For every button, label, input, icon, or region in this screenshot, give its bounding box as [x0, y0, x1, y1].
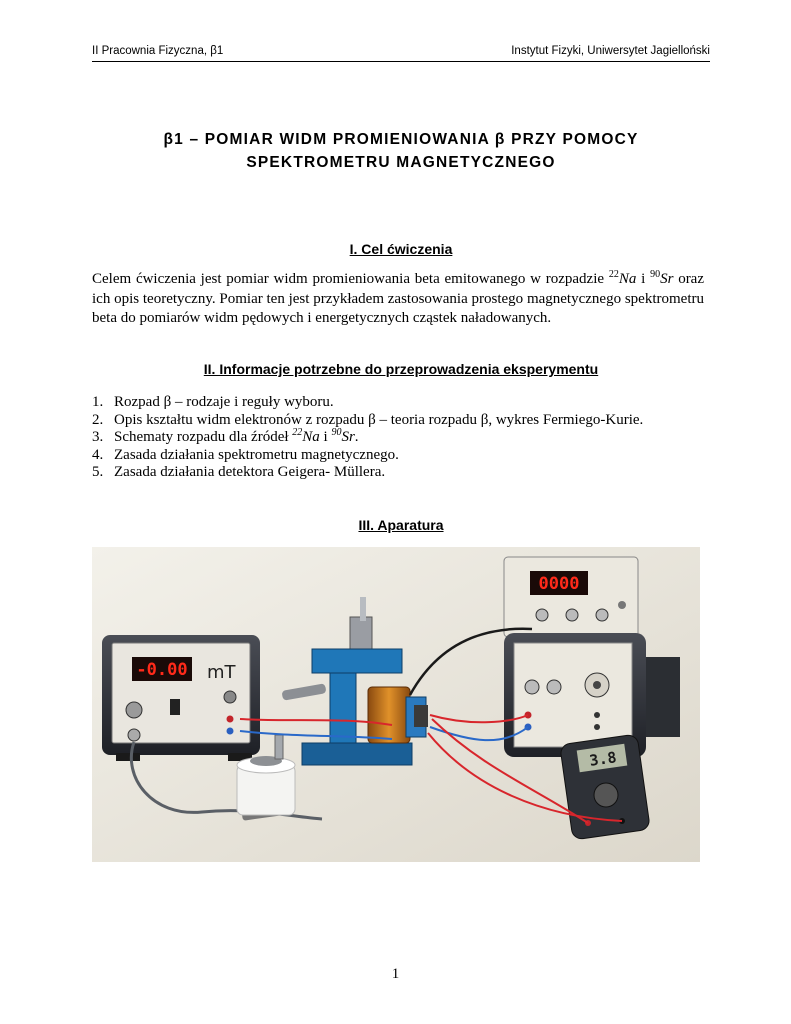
list-item: 4. Zasada działania spektrometru magnetycznego.	[92, 446, 399, 463]
counter-unit	[504, 557, 638, 637]
teslameter-socket-icon	[128, 729, 140, 741]
goal-paragraph	[92, 270, 704, 329]
goal-text-end: oraz ich opis teoretyczny. Pomiar ten jest przykładem zastosowania prostego magnetycznego spektrometru beta do pomiarów widm pędowych i energetycznych cząstek naładowanych.	[92, 271, 704, 326]
teslameter	[102, 635, 260, 761]
section-heading-info: II. Informacje potrzebne do przeprowadzenia eksperymentu	[203, 361, 599, 377]
list-item: 2. Opis kształtu widm elektronów z rozpadu β – teoria rozpadu β, wykres Fermiego-Kurie.	[92, 411, 644, 428]
sr-symbol: Sr	[660, 271, 674, 287]
document-title	[92, 128, 710, 174]
multimeter-display: 3.8	[588, 748, 618, 770]
goal-conjunction: i	[636, 271, 651, 287]
na-symbol: Na	[618, 271, 637, 287]
list-item: 3. Schematy rozpadu dla źródeł $^{22}$Na i $^{90}$Sr.	[92, 427, 359, 445]
title-line-1: β1 – POMIAR WIDM PROMIENIOWANIA β PRZY POMOCY	[163, 131, 639, 148]
info-list	[92, 394, 704, 482]
teslameter-knob-icon	[126, 702, 142, 718]
header-institute: Instytut Fizyki, Uniwersytet Jagielloński	[511, 45, 710, 57]
title-line-2: SPEKTROMETRU MAGNETYCZNEGO	[246, 154, 556, 171]
magnet-coil-icon	[368, 687, 410, 743]
section-heading-goal: I. Cel ćwiczenia	[349, 241, 453, 257]
page-number: 1	[391, 966, 400, 982]
counter-display: 0000	[538, 574, 580, 594]
teslameter-switch-icon	[170, 699, 180, 715]
goal-text-start: Celem ćwiczenia jest pomiar widm promieniowania beta emitowanego w rozpadzie	[92, 271, 609, 287]
teslameter-blue-jack-icon	[227, 728, 234, 735]
teslameter-red-jack-icon	[227, 716, 234, 723]
header-course: II Pracownia Fizyczna, β1	[92, 45, 224, 57]
list-item: 5. Zasada działania detektora Geigera- Müllera.	[92, 464, 386, 480]
list-item: 1. Rozpad β – rodzaje i reguły wyboru.	[92, 394, 334, 410]
sr-mass-number: 90	[650, 269, 661, 280]
header-rule	[92, 61, 710, 62]
na-mass-number: 22	[608, 269, 619, 280]
teslameter-display: -0.00	[136, 660, 188, 680]
multimeter	[560, 734, 651, 840]
teslameter-unit: mT	[207, 662, 236, 683]
section-heading-apparatus: III. Aparatura	[358, 517, 444, 533]
apparatus-photo	[92, 547, 700, 862]
